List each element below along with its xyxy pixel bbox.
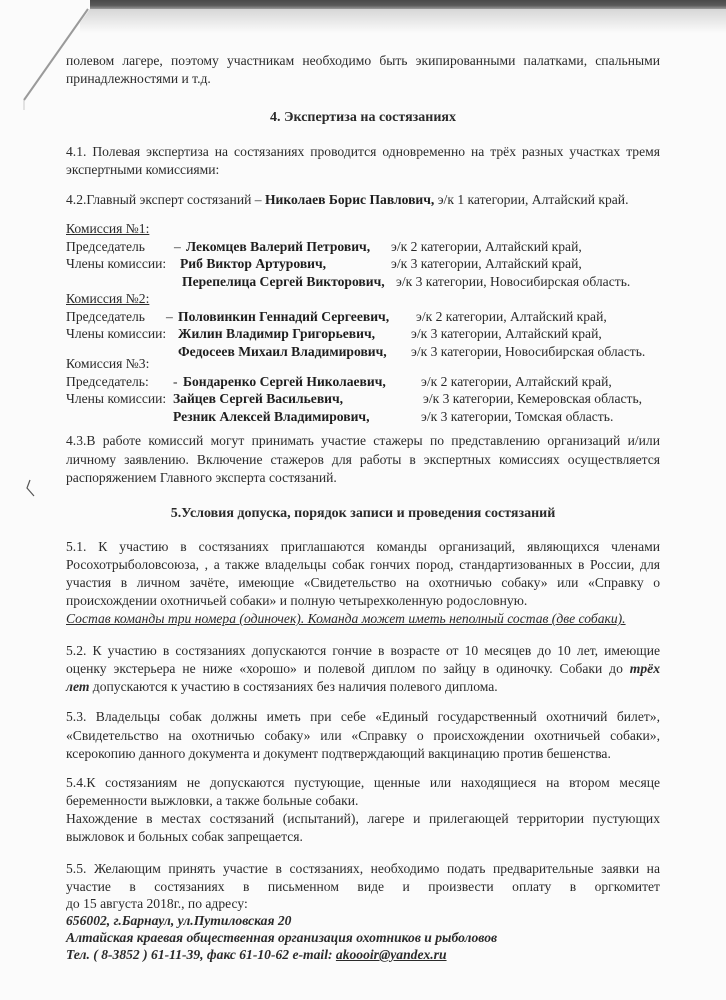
team-note-text: Состав команды три номера (одиночек). Команда может иметь неполный состав (две собаки). <box>66 611 626 626</box>
member-name: Перепелица Сергей Викторович, <box>182 273 385 289</box>
paragraph-4-3: личному заявлению. Включение стажеров для работы в экспертных комиссиях осуществляется <box>66 452 660 467</box>
paragraph-5-3: 5.3. Владельцы собак должны иметь при себе «Единый государственный охотничий билет», <box>66 709 660 724</box>
paragraph-5-2 <box>66 660 660 678</box>
chief-expert-info: э/к 1 категории, Алтайский край. <box>434 192 629 207</box>
commission-1 <box>66 220 660 290</box>
member-info: э/к 3 категории, Томская область. <box>421 408 614 424</box>
paragraph-5-1: происхождении охотничьей собаки» и полную четырехколенную родословную. <box>66 593 528 608</box>
paragraph-5-2: 5.2. К участию в состязаниях допускаются гончие в возрасте от 10 месяцев до 10 лет, имеющие <box>66 643 660 658</box>
scan-shadow <box>80 9 726 33</box>
member-info: э/к 3 категории, Алтайский край, <box>391 256 582 271</box>
member-name: Половинкин Геннадий Сергеевич, <box>178 308 390 324</box>
paragraph-5-3: ксерокопию данного документа и документ подтверждающий вакцинацию против бешенства. <box>66 746 611 761</box>
member-name: Лекомцев Валерий Петрович, <box>186 238 371 254</box>
phone-fax: Тел. ( 8-3852 ) 61-11-39, факс 61-10-62 e-mail: <box>66 947 336 962</box>
p52-emphasis: лет <box>66 679 90 694</box>
chief-expert-label: 4.2.Главный эксперт состязаний – <box>66 192 265 207</box>
p52-text: допускаются к участию в состязаниях без наличия полевого диплома. <box>89 679 498 694</box>
member-name: Бондаренко Сергей Николаевич, <box>183 373 386 389</box>
paragraph-5-1: участия в личном зачёте, имеющие «Свидетельство на охотничью собаку» или «Справку о <box>66 575 660 590</box>
role: Председатель: <box>66 373 149 389</box>
paragraph-5-5: участие в состязаниях в письменном виде и произвести оплату в оргкомитет <box>66 879 660 894</box>
commission-3 <box>66 355 660 425</box>
member-info: э/к 3 категории, Кемеровская область, <box>423 391 643 406</box>
team-composition-note <box>66 610 660 628</box>
paragraph-5-1: 5.1. К участию в состязаниях приглашаются команды организаций, являющихся членами <box>66 539 660 554</box>
paragraph-5-3: «Свидетельство на охотничью собаку» или «Справку о происхождении охотничьей собаки», <box>66 728 660 743</box>
member-name: Зайцев Сергей Васильевич, <box>173 391 344 406</box>
email-link[interactable]: akoooir@yandex.ru <box>335 947 447 962</box>
paragraph-5-2 <box>66 678 660 696</box>
paragraph-4-3: распоряжением Главного эксперта состязаний. <box>66 470 337 485</box>
paragraph-4-2 <box>66 191 660 209</box>
chief-expert-name: Николаев Борис Павлович, <box>264 192 435 207</box>
intro-line: принадлежностями и т.д. <box>66 71 211 86</box>
scan-mark-icon <box>24 478 38 502</box>
dash: – <box>166 308 173 324</box>
p52-text: оценку экстерьера не ниже «хорошо» и полевой диплом по зайцу в одиночку. Собаки до <box>66 661 630 676</box>
role: Председатель <box>66 238 145 254</box>
commission-title: Комиссия №1: <box>66 221 150 236</box>
paragraph-5-5: до 15 августа 2018г., по адресу: <box>66 896 248 911</box>
role: Члены комиссии: <box>66 391 167 406</box>
dash: – <box>174 238 181 254</box>
commission-title: Комиссия №2: <box>66 291 150 306</box>
member-info: э/к 3 категории, Новосибирская область. <box>396 273 631 289</box>
contacts <box>66 946 660 964</box>
paragraph-5-4: выжловок и больных собак запрещается. <box>66 829 303 844</box>
commission-title: Комиссия №3: <box>66 356 150 371</box>
member-name: Риб Виктор Артурович, <box>180 256 327 271</box>
paragraph-5-4: беременности выжловки, а также больные собаки. <box>66 793 359 808</box>
member-info: э/к 2 категории, Алтайский край, <box>421 373 612 389</box>
address: 656002, г.Барнаул, ул.Путиловская 20 <box>66 913 292 928</box>
member-info: э/к 2 категории, Алтайский край, <box>391 238 582 254</box>
member-name: Резник Алексей Владимирович, <box>173 408 370 424</box>
member-info: э/к 3 категории, Новосибирская область. <box>411 343 646 359</box>
paragraph-5-5: 5.5. Желающим принять участие в состязаниях, необходимо подать предварительные заявки на <box>66 861 660 876</box>
paragraph-5-4: Нахождение в местах состязаний (испытаний), лагере и прилегающей территории пустующих <box>66 811 660 826</box>
paragraph-4-1: 4.1. Полевая экспертиза на состязаниях проводится одновременно на трёх разных участках тремя <box>66 144 660 159</box>
paragraph-4-1: экспертными комиссиями: <box>66 162 220 177</box>
section-4-heading: 4. Экспертиза на состязаниях <box>270 110 456 125</box>
intro-line: полевом лагере, поэтому участникам необходимо быть экипированными палатками, спальными <box>66 53 660 68</box>
p52-emphasis: трёх <box>629 661 660 676</box>
paragraph-5-4: 5.4.К состязаниям не допускаются пустующие, щенные или находящиеся на втором месяце <box>66 775 660 790</box>
role: Члены комиссии: <box>66 256 167 271</box>
scan-top-edge <box>0 0 726 9</box>
dash: - <box>173 373 178 389</box>
member-info: э/к 2 категории, Алтайский край, <box>416 308 607 324</box>
section-5-heading: 5.Условия допуска, порядок записи и проведения состязаний <box>170 506 556 521</box>
paragraph-4-3: 4.3.В работе комиссий могут принимать участие стажеры по представлению организаций и/или <box>66 433 660 448</box>
organization-name: Алтайская краевая общественная организация охотников и рыболовов <box>66 930 498 945</box>
member-name: Жилин Владимир Григорьевич, <box>178 326 376 341</box>
member-info: э/к 3 категории, Алтайский край, <box>411 326 602 341</box>
paragraph-5-1: Росохотрыболовсоюза, , а также владельцы собак гончих пород, стандартизованных в России, для <box>66 557 660 572</box>
member-name: Федосеев Михаил Владимирович, <box>178 343 387 359</box>
role: Члены комиссии: <box>66 326 167 341</box>
role: Председатель <box>66 308 145 324</box>
commission-2 <box>66 290 660 360</box>
